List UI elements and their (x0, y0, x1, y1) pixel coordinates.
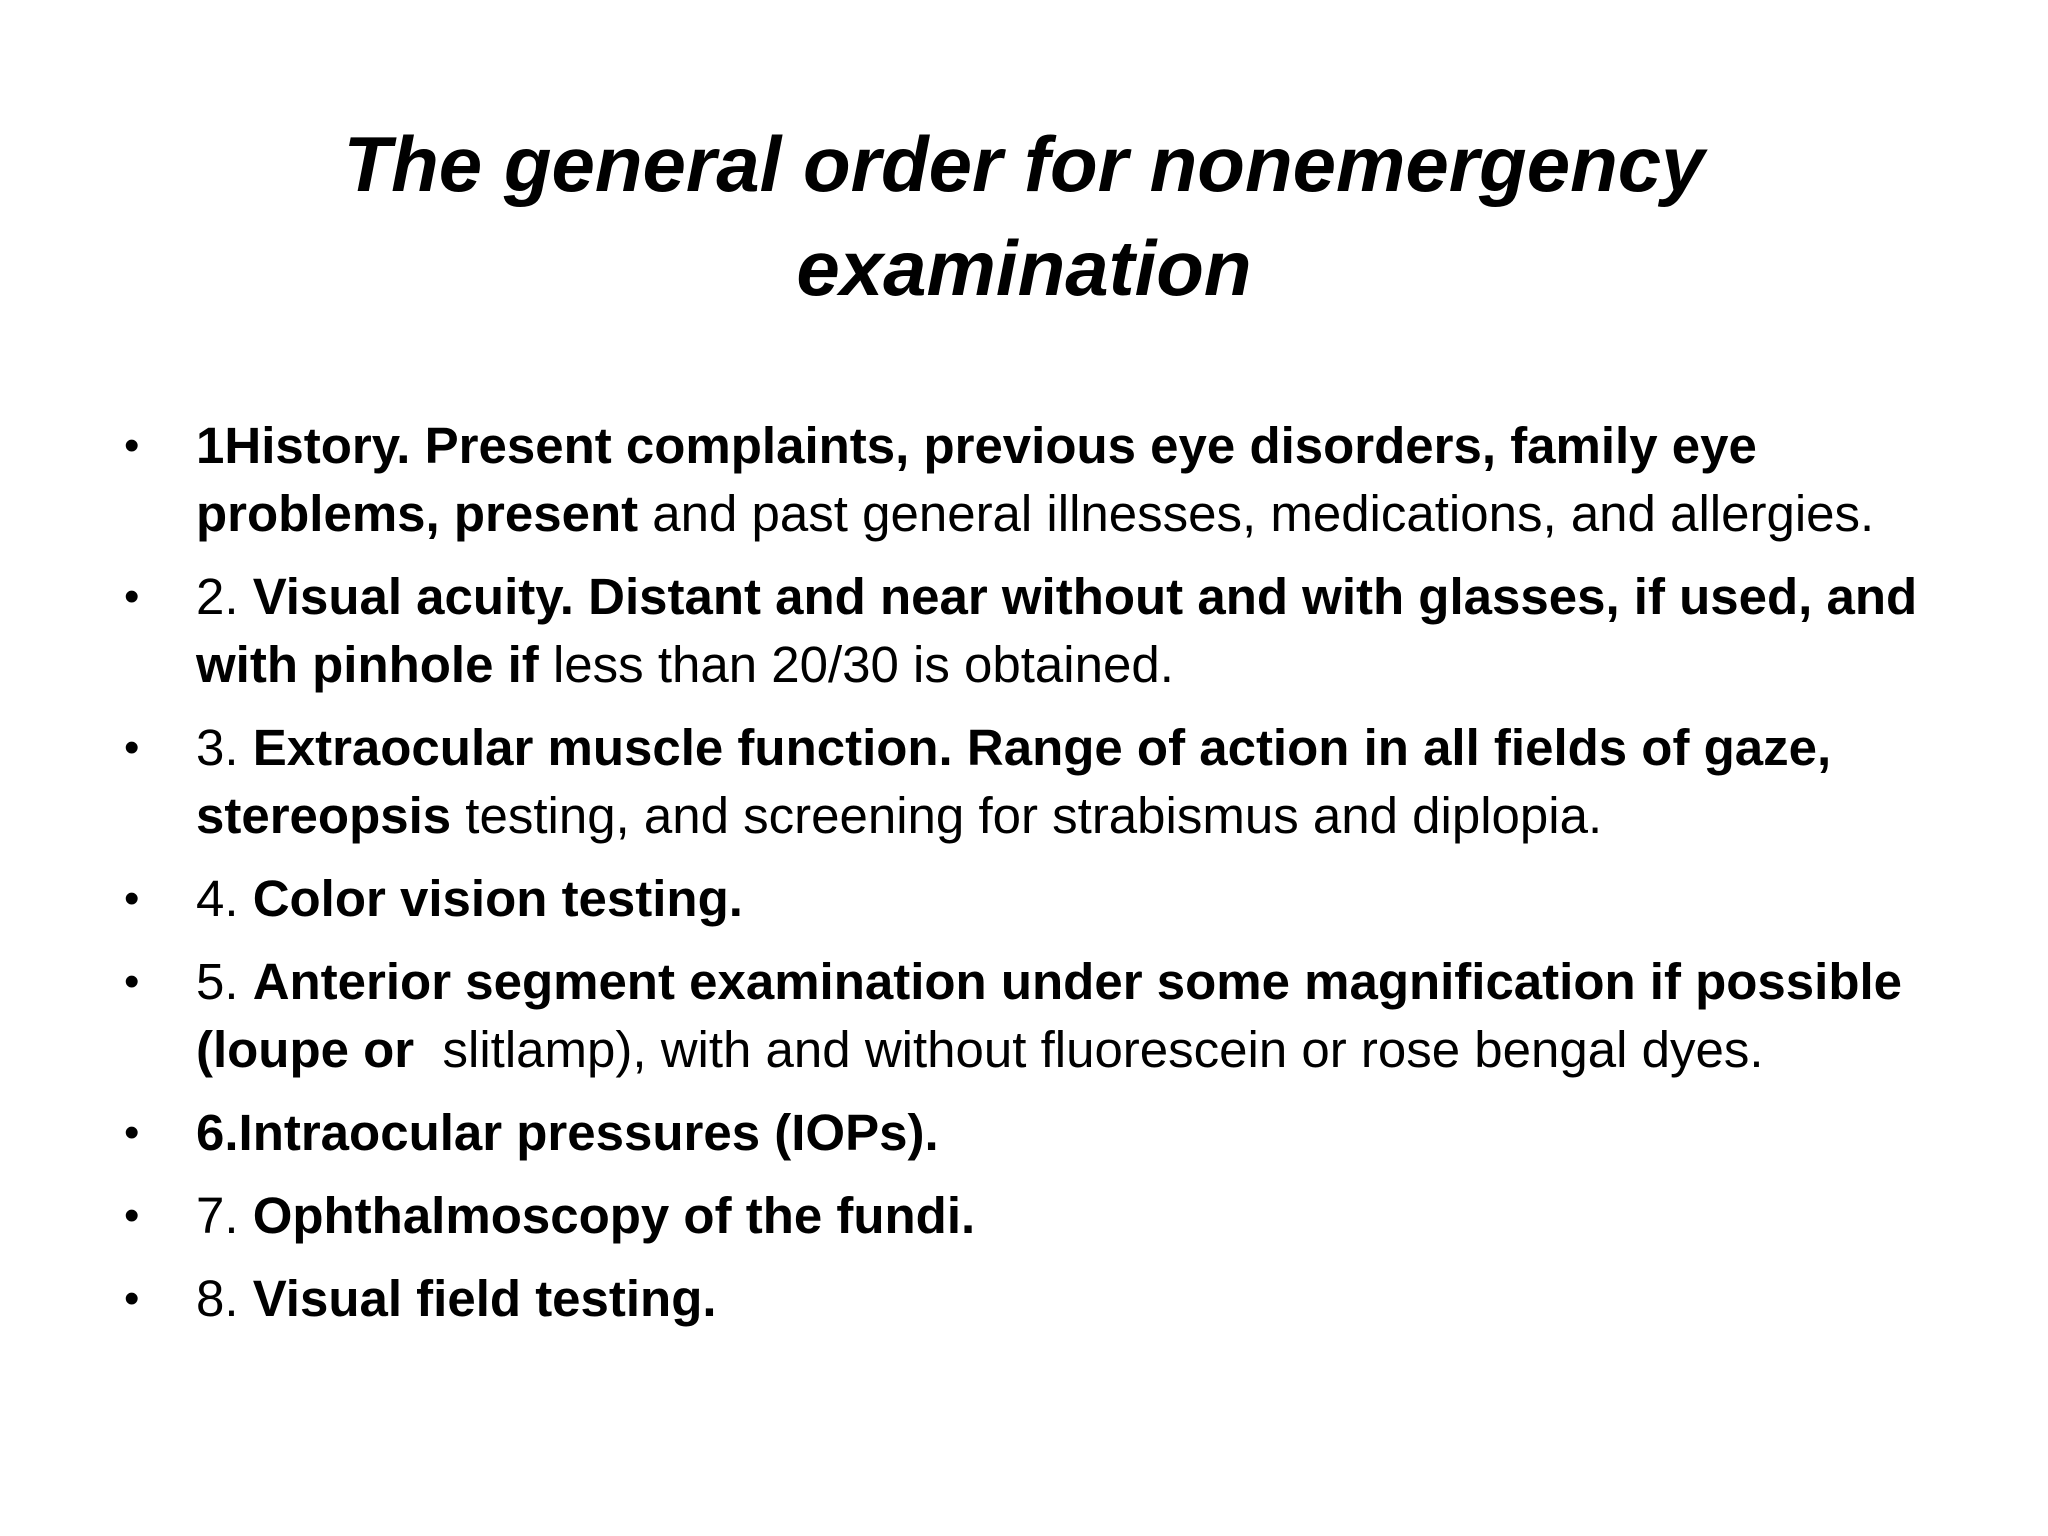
bullet-marker: • (124, 723, 140, 772)
list-item (120, 865, 1950, 933)
item-prefix: 3. (196, 719, 253, 776)
bullet-marker: • (124, 874, 140, 923)
item-bold-text: 1History. Present complaints, previous eye disorders, family eye problems, present (196, 417, 1757, 542)
slide-title-line-2: examination (796, 224, 1252, 312)
item-prefix: 7. (196, 1187, 253, 1244)
item-bold-text: Extraocular muscle function. Range of action in all fields of gaze, stereopsis (196, 719, 1832, 844)
bullet-list (120, 412, 1950, 1348)
item-bold-text: Anterior segment examination under some magnification if possible (loupe or (196, 953, 1903, 1078)
item-text: slitlamp), with and without fluorescein or rose bengal dyes. (414, 1021, 1764, 1078)
list-item (120, 412, 1950, 548)
item-prefix: 5. (196, 953, 253, 1010)
item-text: testing, and screening for strabismus and diplopia. (451, 787, 1603, 844)
item-text: less than 20/30 is obtained. (538, 636, 1174, 693)
item-bold-text: 6.Intraocular pressures (IOPs). (196, 1104, 939, 1161)
bullet-marker: • (124, 1191, 140, 1240)
item-bold-text: Visual acuity. Distant and near without and with glasses, if used, and with pinhole if (196, 568, 1918, 693)
slide-title (200, 112, 1848, 320)
bullet-marker: • (124, 572, 140, 621)
bullet-marker: • (124, 1108, 140, 1157)
item-text: and past general illnesses, medications, and allergies. (638, 485, 1875, 542)
item-bold-text: Color vision testing. (252, 870, 743, 927)
list-item (120, 1265, 1950, 1333)
list-item (120, 714, 1950, 850)
item-bold-text: Ophthalmoscopy of the fundi. (252, 1187, 976, 1244)
list-item (120, 1182, 1950, 1250)
item-prefix: 8. (196, 1270, 253, 1327)
list-item (120, 563, 1950, 699)
slide-title-line-1: The general order for nonemergency (343, 120, 1705, 208)
item-bold-text: Visual field testing. (252, 1270, 717, 1327)
bullet-marker: • (124, 957, 140, 1006)
item-prefix: 4. (196, 870, 253, 927)
list-item (120, 948, 1950, 1084)
bullet-marker: • (124, 1274, 140, 1323)
item-prefix: 2. (196, 568, 253, 625)
list-item (120, 1099, 1950, 1167)
bullet-marker: • (124, 421, 140, 470)
